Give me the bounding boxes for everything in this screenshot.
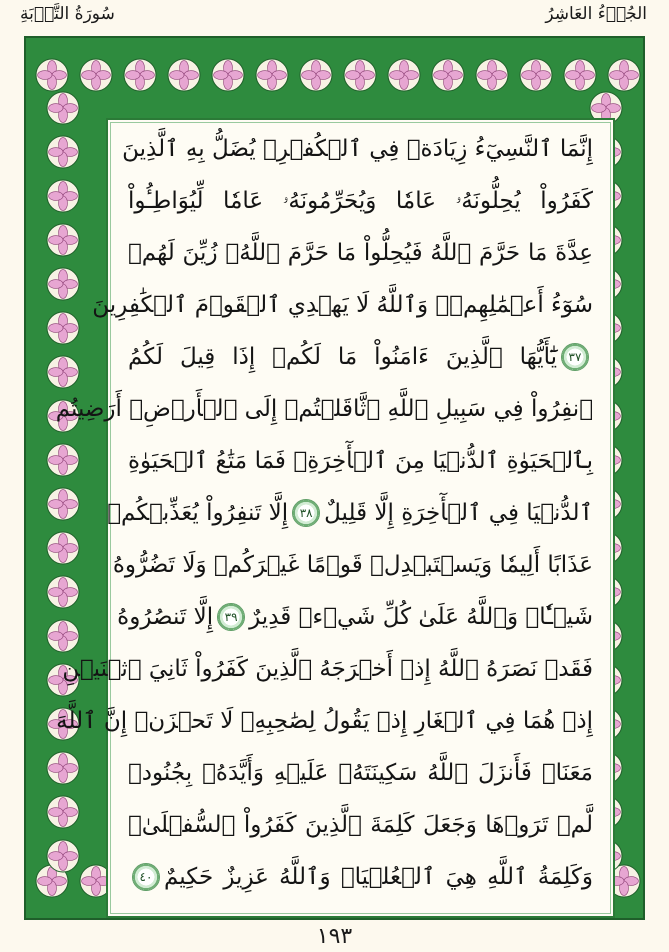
rosette-ornament [47, 620, 79, 652]
ayah-number-marker: ٣٨ [292, 499, 320, 527]
rosette-ornament [300, 59, 332, 91]
verse-line: كَفَرُواْ يُحِلُّونَهُۥ عَامٗا وَيُحَرِّمُونَهُۥ عَامٗا لِّيُوَاطِـُٔواْ [128, 188, 593, 214]
rosette-ornament [388, 59, 420, 91]
verse-line: ٱنفِرُواْ فِي سَبِيلِ ٱللَّهِ ٱثَّاقَلۡتُمۡ إِلَى ٱلۡأَرۡضِۚ أَرَضِيتُم [55, 396, 593, 422]
verse-line: وَكَلِمَةُ ٱللَّهِ هِيَ ٱلۡعُلۡيَاۗ وَٱللَّهُ عَزِيزٌ حَكِيمٌ ٤٠ [128, 852, 593, 902]
rosette-ornament [47, 136, 79, 168]
page-number: ١٩٣ [316, 924, 353, 949]
verse-line: إِذۡ هُمَا فِي ٱلۡغَارِ إِذۡ يَقُولُ لِصَٰحِبِهِۦ لَا تَحۡزَنۡ إِنَّ ٱللَّهَ [56, 708, 593, 734]
rosette-ornament [432, 59, 464, 91]
ayah-number-marker: ٣٩ [217, 603, 245, 631]
verse-line: بِٱلۡحَيَوٰةِ ٱلدُّنۡيَا مِنَ ٱلۡأٓخِرَةِۚ فَمَا مَتَٰعُ ٱلۡحَيَوٰةِ [128, 448, 593, 474]
rosette-ornament [47, 444, 79, 476]
rosette-ornament [47, 180, 79, 212]
rosette-ornament [80, 59, 112, 91]
rosette-ornament [564, 59, 596, 91]
rosette-ornament [212, 59, 244, 91]
verse-line: مَعَنَاۖ فَأَنزَلَ ٱللَّهُ سَكِينَتَهُۥ عَلَيۡهِ وَأَيَّدَهُۥ بِجُنُودٖ [128, 760, 593, 786]
rosette-ornament [47, 796, 79, 828]
ayah-number-marker: ٣٧ [561, 343, 589, 371]
rosette-ornament [608, 59, 640, 91]
rosette-ornament [47, 752, 79, 784]
page-header [0, 0, 669, 34]
ornamental-frame [24, 36, 645, 920]
rosette-ornament [256, 59, 288, 91]
rosette-ornament [520, 59, 552, 91]
ayah-number-marker: ٤٠ [132, 863, 160, 891]
verse-line: ٱلدُّنۡيَا فِي ٱلۡأٓخِرَةِ إِلَّا قَلِيلٌ ٣٨ إِلَّا تَنفِرُواْ يُعَذِّبۡكُمۡ [107, 500, 593, 526]
text-panel [55, 118, 615, 918]
rosette-ornament [47, 488, 79, 520]
rosette-ornament [47, 576, 79, 608]
juz-name: الجُزۡءُ العَاشِرُ [545, 4, 647, 24]
rosette-ornament [476, 59, 508, 91]
verse-line: لَّمۡ تَرَوۡهَا وَجَعَلَ كَلِمَةَ ٱلَّذِينَ كَفَرُواْ ٱلسُّفۡلَىٰۗ [128, 812, 593, 838]
verse-line: عَذَابًا أَلِيمٗا وَيَسۡتَبۡدِلۡ قَوۡمًا غَيۡرَكُمۡ وَلَا تَضُرُّوهُ [112, 552, 593, 578]
verse-line: سُوٓءُ أَعۡمَٰلِهِمۡۗ وَٱللَّهُ لَا يَهۡدِي ٱلۡقَوۡمَ ٱلۡكَٰفِرِينَ [92, 292, 593, 318]
verse-line: عِدَّةَ مَا حَرَّمَ ٱللَّهُ فَيُحِلُّواْ مَا حَرَّمَ ٱللَّهُۚ زُيِّنَ لَهُمۡ [128, 240, 593, 266]
verse-line: شَيۡـٔٗاۗ وَٱللَّهُ عَلَىٰ كُلِّ شَيۡءٖ قَدِيرٌ ٣٩ إِلَّا تَنصُرُوهُ [117, 604, 593, 630]
rosette-ornament [47, 224, 79, 256]
verse-line: ٣٧ يَٰٓأَيُّهَا ٱلَّذِينَ ءَامَنُواْ مَا لَكُمۡ إِذَا قِيلَ لَكُمُ [128, 332, 593, 382]
verse-line: إِنَّمَا ٱلنَّسِيٓءُ زِيَادَةٞ فِي ٱلۡكُفۡرِۖ يُضَلُّ بِهِ ٱلَّذِينَ [122, 136, 593, 162]
rosette-ornament [47, 840, 79, 872]
rosette-ornament [168, 59, 200, 91]
surah-name: سُورَةُ التَّوۡبَةِ [20, 4, 115, 24]
rosette-ornament [47, 356, 79, 388]
rosette-ornament [47, 312, 79, 344]
rosette-ornament [47, 532, 79, 564]
rosette-ornament [47, 268, 79, 300]
rosette-ornament [344, 59, 376, 91]
rosette-ornament [36, 59, 68, 91]
rosette-ornament [124, 59, 156, 91]
rosette-ornament [47, 92, 79, 124]
verse-line: فَقَدۡ نَصَرَهُ ٱللَّهُ إِذۡ أَخۡرَجَهُ ٱلَّذِينَ كَفَرُواْ ثَانِيَ ٱثۡنَيۡنِ [62, 656, 593, 682]
